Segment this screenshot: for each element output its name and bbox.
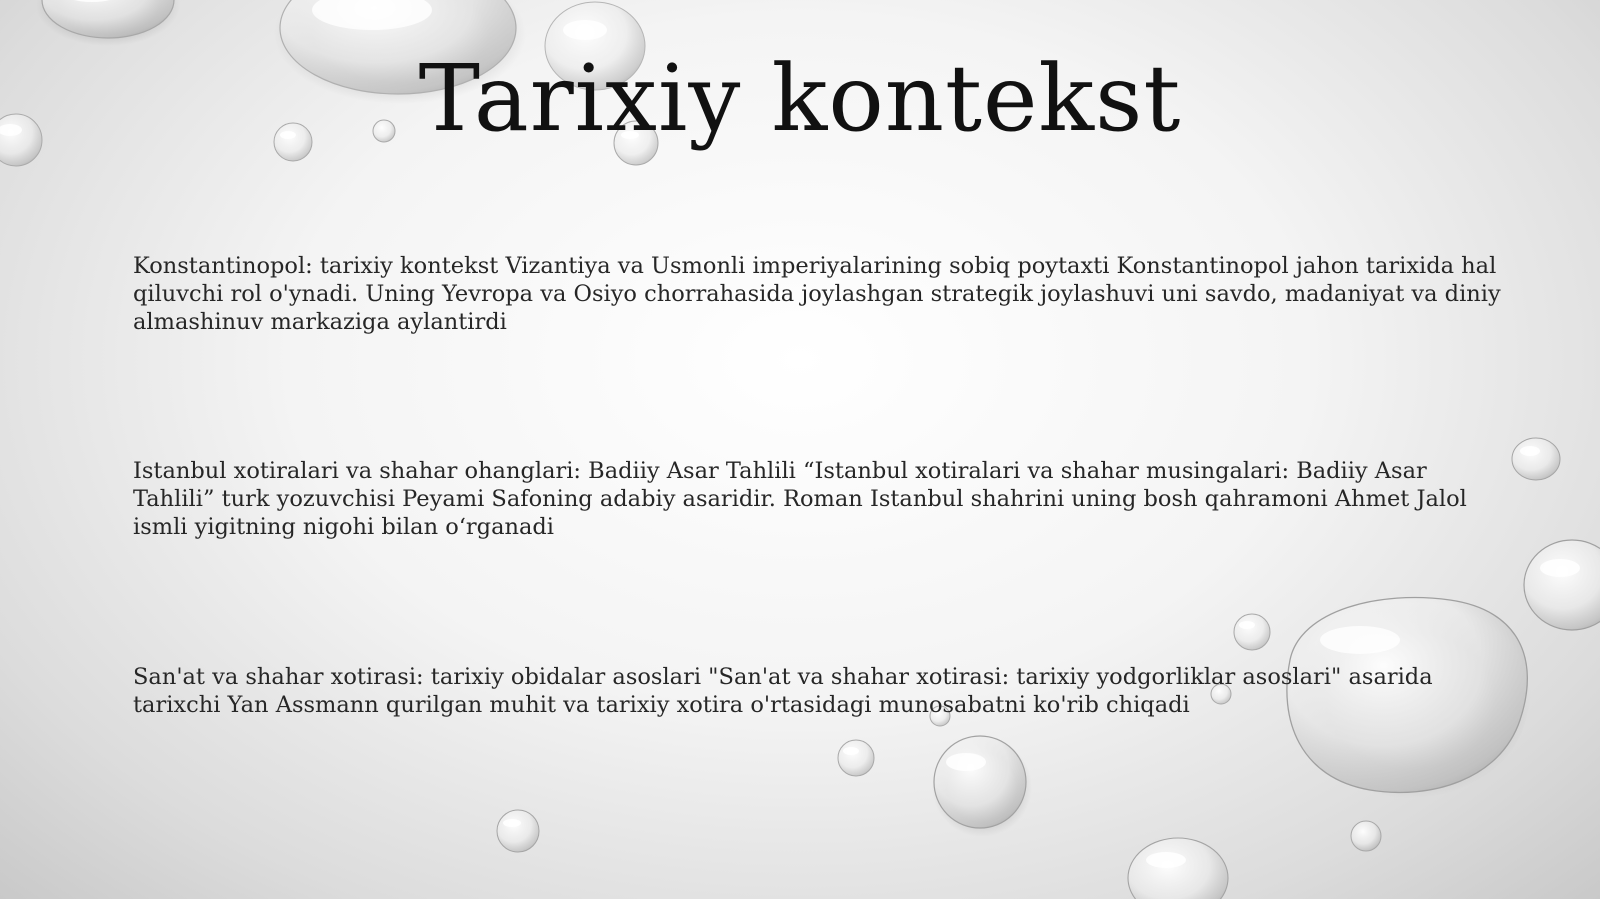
paragraph-istanbul-memories: Istanbul xotiralari va shahar ohanglari: Badiiy Asar Tahlili “Istanbul xotiralari va shahar musingalari: Badiiy Asar Tahlili” turk yozuvchisi Peyami Safoning adabiy asaridir. Roman Istanbul shahrini uning bosh qahramoni Ahmet Jalol ismli yigitning nigohi bilan o‘rganadi [133, 458, 1467, 540]
droplet [1351, 821, 1381, 851]
droplet [1524, 540, 1600, 630]
droplet [1234, 614, 1270, 650]
paragraph-art-and-city-memory: San'at va shahar xotirasi: tarixiy obidalar asoslari "San'at va shahar xotirasi: tarixiy yodgorliklar asoslari" asarida tarixchi Yan Assmann qurilgan muhit va tarixiy xotira o'rtasidagi munosabatni ko'rib chiqadi [133, 664, 1433, 718]
droplet [838, 740, 874, 776]
paragraph-constantinople: Konstantinopol: tarixiy kontekst Vizantiya va Usmonli imperiyalarining sobiq poytaxti Konstantinopol jahon tarixida hal qiluvchi rol o'ynadi. Uning Yevropa va Osiyo chorrahasida joylashgan strategik joylashuvi uni savdo, madaniyat va diniy almashinuv markaziga aylantirdi [133, 253, 1501, 335]
slide-title: Tarixiy kontekst [418, 45, 1182, 152]
droplet [497, 810, 539, 852]
droplet [1512, 438, 1560, 480]
droplet [932, 736, 1032, 837]
droplet [1128, 838, 1228, 899]
droplet [36, 0, 180, 46]
